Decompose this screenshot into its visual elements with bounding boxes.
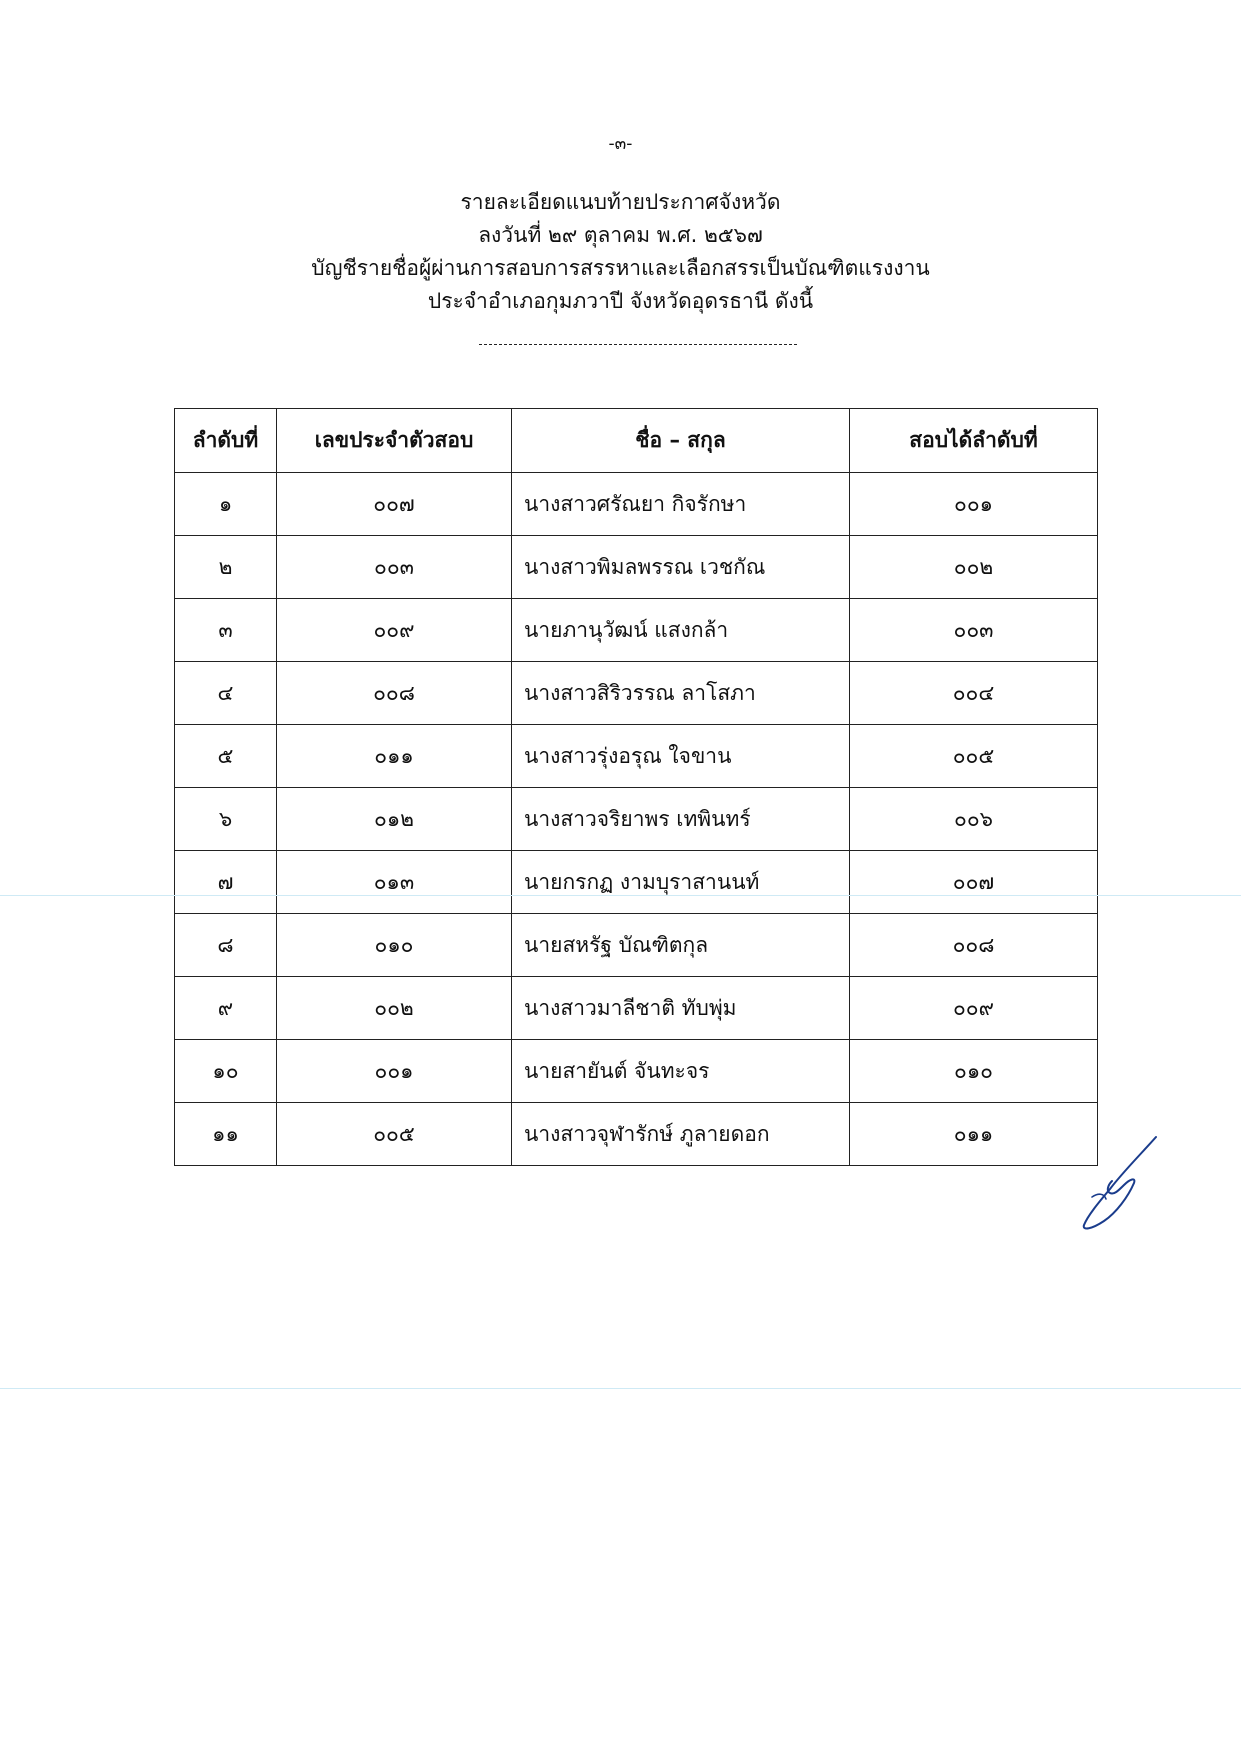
order-cell: ๒ (175, 536, 277, 599)
name-cell: นางสาวจริยาพร เทพินทร์ (512, 788, 850, 851)
exam-id-cell: ๐๐๗ (277, 473, 512, 536)
rank-cell: ๐๐๒ (850, 536, 1098, 599)
table-row (175, 473, 1098, 536)
header-location: ประจำอำเภอกุมภวาปี จังหวัดอุดรธานี ดังนี้ (427, 289, 814, 313)
table-row (175, 599, 1098, 662)
name-cell: นางสาวสิริวรรณ ลาโสภา (512, 662, 850, 725)
page-number: -๓- (608, 134, 633, 154)
order-cell: ๓ (175, 599, 277, 662)
name-cell: นายสหรัฐ บัณฑิตกุล (512, 914, 850, 977)
order-cell: ๔ (175, 662, 277, 725)
header-divider (479, 344, 797, 345)
name-cell: นายภานุวัฒน์ แสงกล้า (512, 599, 850, 662)
header-date: ลงวันที่ ๒๙ ตุลาคม พ.ศ. ๒๕๖๗ (478, 223, 763, 247)
scan-artifact-line (0, 895, 1241, 896)
rank-cell: ๐๐๔ (850, 662, 1098, 725)
table-row (175, 851, 1098, 914)
exam-id-cell: ๐๐๕ (277, 1103, 512, 1166)
name-cell: นายสายันต์ จันทะจร (512, 1040, 850, 1103)
order-cell: ๘ (175, 914, 277, 977)
signature-mark (1070, 1135, 1170, 1235)
results-table (174, 408, 1098, 1166)
order-cell: ๙ (175, 977, 277, 1040)
exam-id-cell: ๐๐๓ (277, 536, 512, 599)
rank-cell: ๐๐๓ (850, 599, 1098, 662)
name-cell: นางสาวรุ่งอรุณ ใจขาน (512, 725, 850, 788)
name-cell: นายกรกฏ งามบุราสานนท์ (512, 851, 850, 914)
exam-id-cell: ๐๐๘ (277, 662, 512, 725)
table-row (175, 788, 1098, 851)
name-cell: นางสาวพิมลพรรณ เวชกัณ (512, 536, 850, 599)
column-header-name: ชื่อ – สกุล (512, 409, 850, 473)
order-cell: ๕ (175, 725, 277, 788)
rank-cell: ๐๐๖ (850, 788, 1098, 851)
order-cell: ๑๑ (175, 1103, 277, 1166)
rank-cell: ๐๐๙ (850, 977, 1098, 1040)
rank-cell: ๐๐๗ (850, 851, 1098, 914)
exam-id-cell: ๐๐๒ (277, 977, 512, 1040)
name-cell: นางสาวศรัณยา กิจรักษา (512, 473, 850, 536)
exam-id-cell: ๐๑๓ (277, 851, 512, 914)
table-header-row (175, 409, 1098, 473)
exam-id-cell: ๐๐๑ (277, 1040, 512, 1103)
exam-id-cell: ๐๑๒ (277, 788, 512, 851)
table-row (175, 725, 1098, 788)
exam-id-cell: ๐๐๙ (277, 599, 512, 662)
rank-cell: ๐๐๑ (850, 473, 1098, 536)
rank-cell: ๐๐๕ (850, 725, 1098, 788)
name-cell: นางสาวมาลีชาติ ทับพุ่ม (512, 977, 850, 1040)
order-cell: ๗ (175, 851, 277, 914)
scan-artifact-line (0, 1388, 1241, 1389)
order-cell: ๑ (175, 473, 277, 536)
column-header-rank: สอบได้ลำดับที่ (850, 409, 1098, 473)
table-row (175, 1040, 1098, 1103)
exam-id-cell: ๐๑๑ (277, 725, 512, 788)
rank-cell: ๐๑๐ (850, 1040, 1098, 1103)
table-row (175, 977, 1098, 1040)
rank-cell: ๐๑๑ (850, 1103, 1098, 1166)
table-row (175, 662, 1098, 725)
document-header (0, 186, 1241, 318)
rank-cell: ๐๐๘ (850, 914, 1098, 977)
order-cell: ๖ (175, 788, 277, 851)
header-subject: บัญชีรายชื่อผู้ผ่านการสอบการสรรหาและเลือกสรรเป็นบัณฑิตแรงงาน (311, 256, 930, 280)
table-row (175, 1103, 1098, 1166)
order-cell: ๑๐ (175, 1040, 277, 1103)
column-header-order: ลำดับที่ (175, 409, 277, 473)
table-row (175, 914, 1098, 977)
exam-id-cell: ๐๑๐ (277, 914, 512, 977)
column-header-exam-id: เลขประจำตัวสอบ (277, 409, 512, 473)
table-row (175, 536, 1098, 599)
header-title: รายละเอียดแนบท้ายประกาศจังหวัด (460, 190, 781, 214)
name-cell: นางสาวจุฬารักษ์ ภูลายดอก (512, 1103, 850, 1166)
